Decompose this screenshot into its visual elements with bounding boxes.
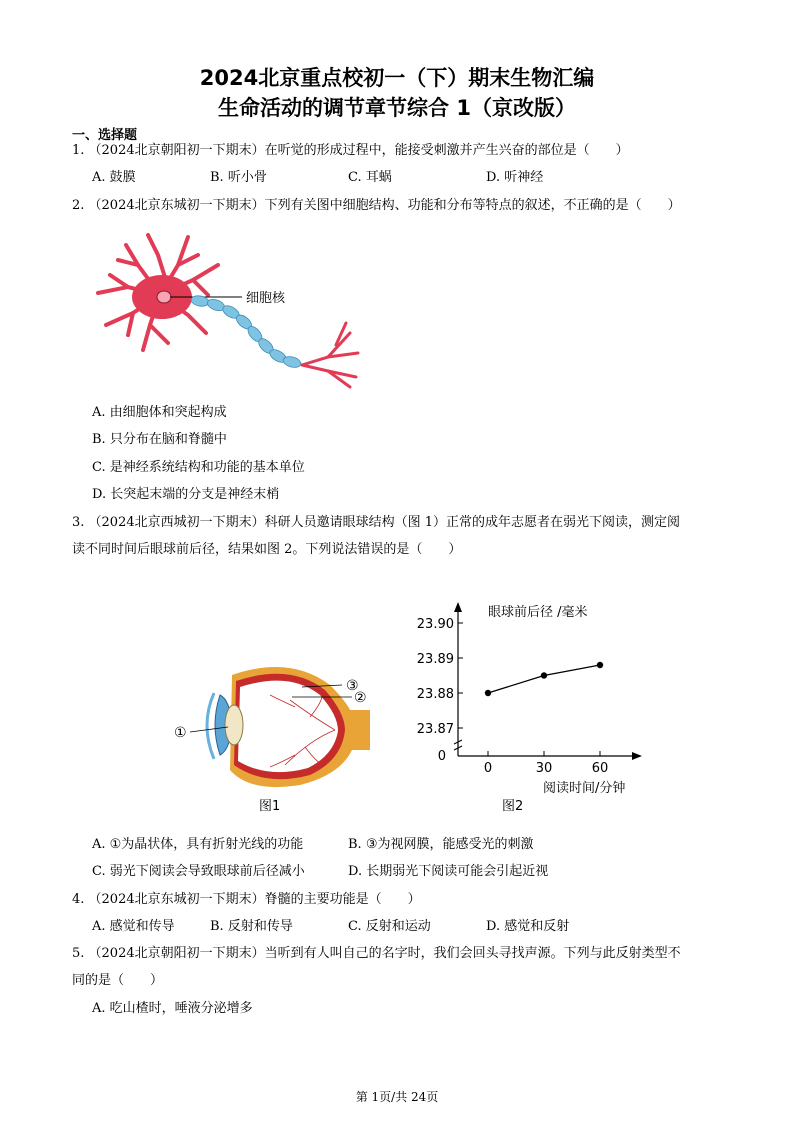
eye-label-3: ③ <box>346 678 359 694</box>
question-3-option-b[interactable]: B. ③为视网膜，能感受光的刺激 <box>348 837 534 852</box>
y-axis-label: 眼球前后径 /毫米 <box>488 605 588 620</box>
y-axis-arrow <box>454 602 462 612</box>
eye-label-1: ① <box>174 725 187 741</box>
question-1-option-c[interactable]: C. 耳蜗 <box>348 170 392 185</box>
question-3-stem-line-2: 读不同时间后眼球前后径，结果如图 2。下列说法错误的是（ ） <box>72 542 462 557</box>
neuron-figure <box>88 225 378 390</box>
figure-1-caption: 图1 <box>259 799 281 814</box>
y-tick-label: 23.89 <box>416 652 454 667</box>
figure-2-caption: 图2 <box>502 799 524 814</box>
question-1-option-d[interactable]: D. 听神经 <box>486 170 544 185</box>
question-2-stem: 2. （2024北京东城初一下期末）下列有关图中细胞结构、功能和分布等特点的叙述，不正确的是（ ） <box>72 198 681 213</box>
nucleus <box>157 291 171 303</box>
question-4-stem: 4. （2024北京东城初一下期末）脊髓的主要功能是（ ） <box>72 892 421 907</box>
question-1-option-a[interactable]: A. 鼓膜 <box>92 170 136 185</box>
data-point <box>597 662 603 668</box>
question-5-option-a[interactable]: A. 吃山楂时，唾液分泌增多 <box>92 1001 253 1016</box>
question-2-option-d[interactable]: D. 长突起末端的分支是神经末梢 <box>92 487 280 502</box>
section-heading: 一、选择题 <box>72 128 138 143</box>
question-5-stem-line-2: 同的是（ ） <box>72 973 164 988</box>
x-axis-arrow <box>632 752 642 760</box>
eye-figure <box>170 655 370 795</box>
question-4-option-a[interactable]: A. 感觉和传导 <box>92 919 175 934</box>
x-tick-label: 30 <box>535 761 553 776</box>
origin-label: 0 <box>437 749 446 764</box>
eye-label-2: ② <box>354 690 367 706</box>
x-axis-label: 阅读时间/分钟 <box>543 781 626 796</box>
x-tick-label: 0 <box>483 761 493 776</box>
y-tick-label: 23.88 <box>416 687 454 702</box>
question-4-option-c[interactable]: C. 反射和运动 <box>348 919 431 934</box>
question-4-option-b[interactable]: B. 反射和传导 <box>210 919 293 934</box>
axon-terminal <box>302 323 358 387</box>
page-title-line-2: 生命活动的调节章节综合 1（京改版） <box>218 96 576 120</box>
y-tick-label: 23.90 <box>416 617 454 632</box>
question-2-option-b[interactable]: B. 只分布在脑和脊髓中 <box>92 432 227 447</box>
question-2-option-a[interactable]: A. 由细胞体和突起构成 <box>92 405 227 420</box>
data-point <box>485 690 491 696</box>
question-4-option-d[interactable]: D. 感觉和反射 <box>486 919 570 934</box>
question-1-option-b[interactable]: B. 听小骨 <box>210 170 267 185</box>
question-2-option-c[interactable]: C. 是神经系统结构和功能的基本单位 <box>92 460 305 475</box>
question-3-option-d[interactable]: D. 长期弱光下阅读可能会引起近视 <box>348 864 549 879</box>
nucleus-label: 细胞核 <box>246 291 286 306</box>
question-3-option-a[interactable]: A. ①为晶状体，具有折射光线的功能 <box>92 837 304 852</box>
y-tick-label: 23.87 <box>416 722 454 737</box>
question-3-stem-line-1: 3. （2024北京西城初一下期末）科研人员邀请眼球结构（图 1）正常的成年志愿者在弱光下阅读，测定阅 <box>72 515 681 530</box>
page-title-line-1: 2024北京重点校初一（下）期末生物汇编 <box>199 66 595 90</box>
series-line <box>488 665 600 693</box>
question-5-stem-line-1: 5. （2024北京朝阳初一下期末）当听到有人叫自己的名字时，我们会回头寻找声源。下列与此反射类型不 <box>72 946 681 961</box>
question-1-stem: 1. （2024北京朝阳初一下期末）在听觉的形成过程中，能接受刺激并产生兴奋的部位是（ ） <box>72 143 629 158</box>
page-footer: 第 1页/共 24页 <box>355 1090 439 1104</box>
question-3-option-c[interactable]: C. 弱光下阅读会导致眼球前后径减小 <box>92 864 305 879</box>
data-point <box>541 672 547 678</box>
x-tick-label: 60 <box>591 761 609 776</box>
reading-time-chart <box>408 598 658 798</box>
